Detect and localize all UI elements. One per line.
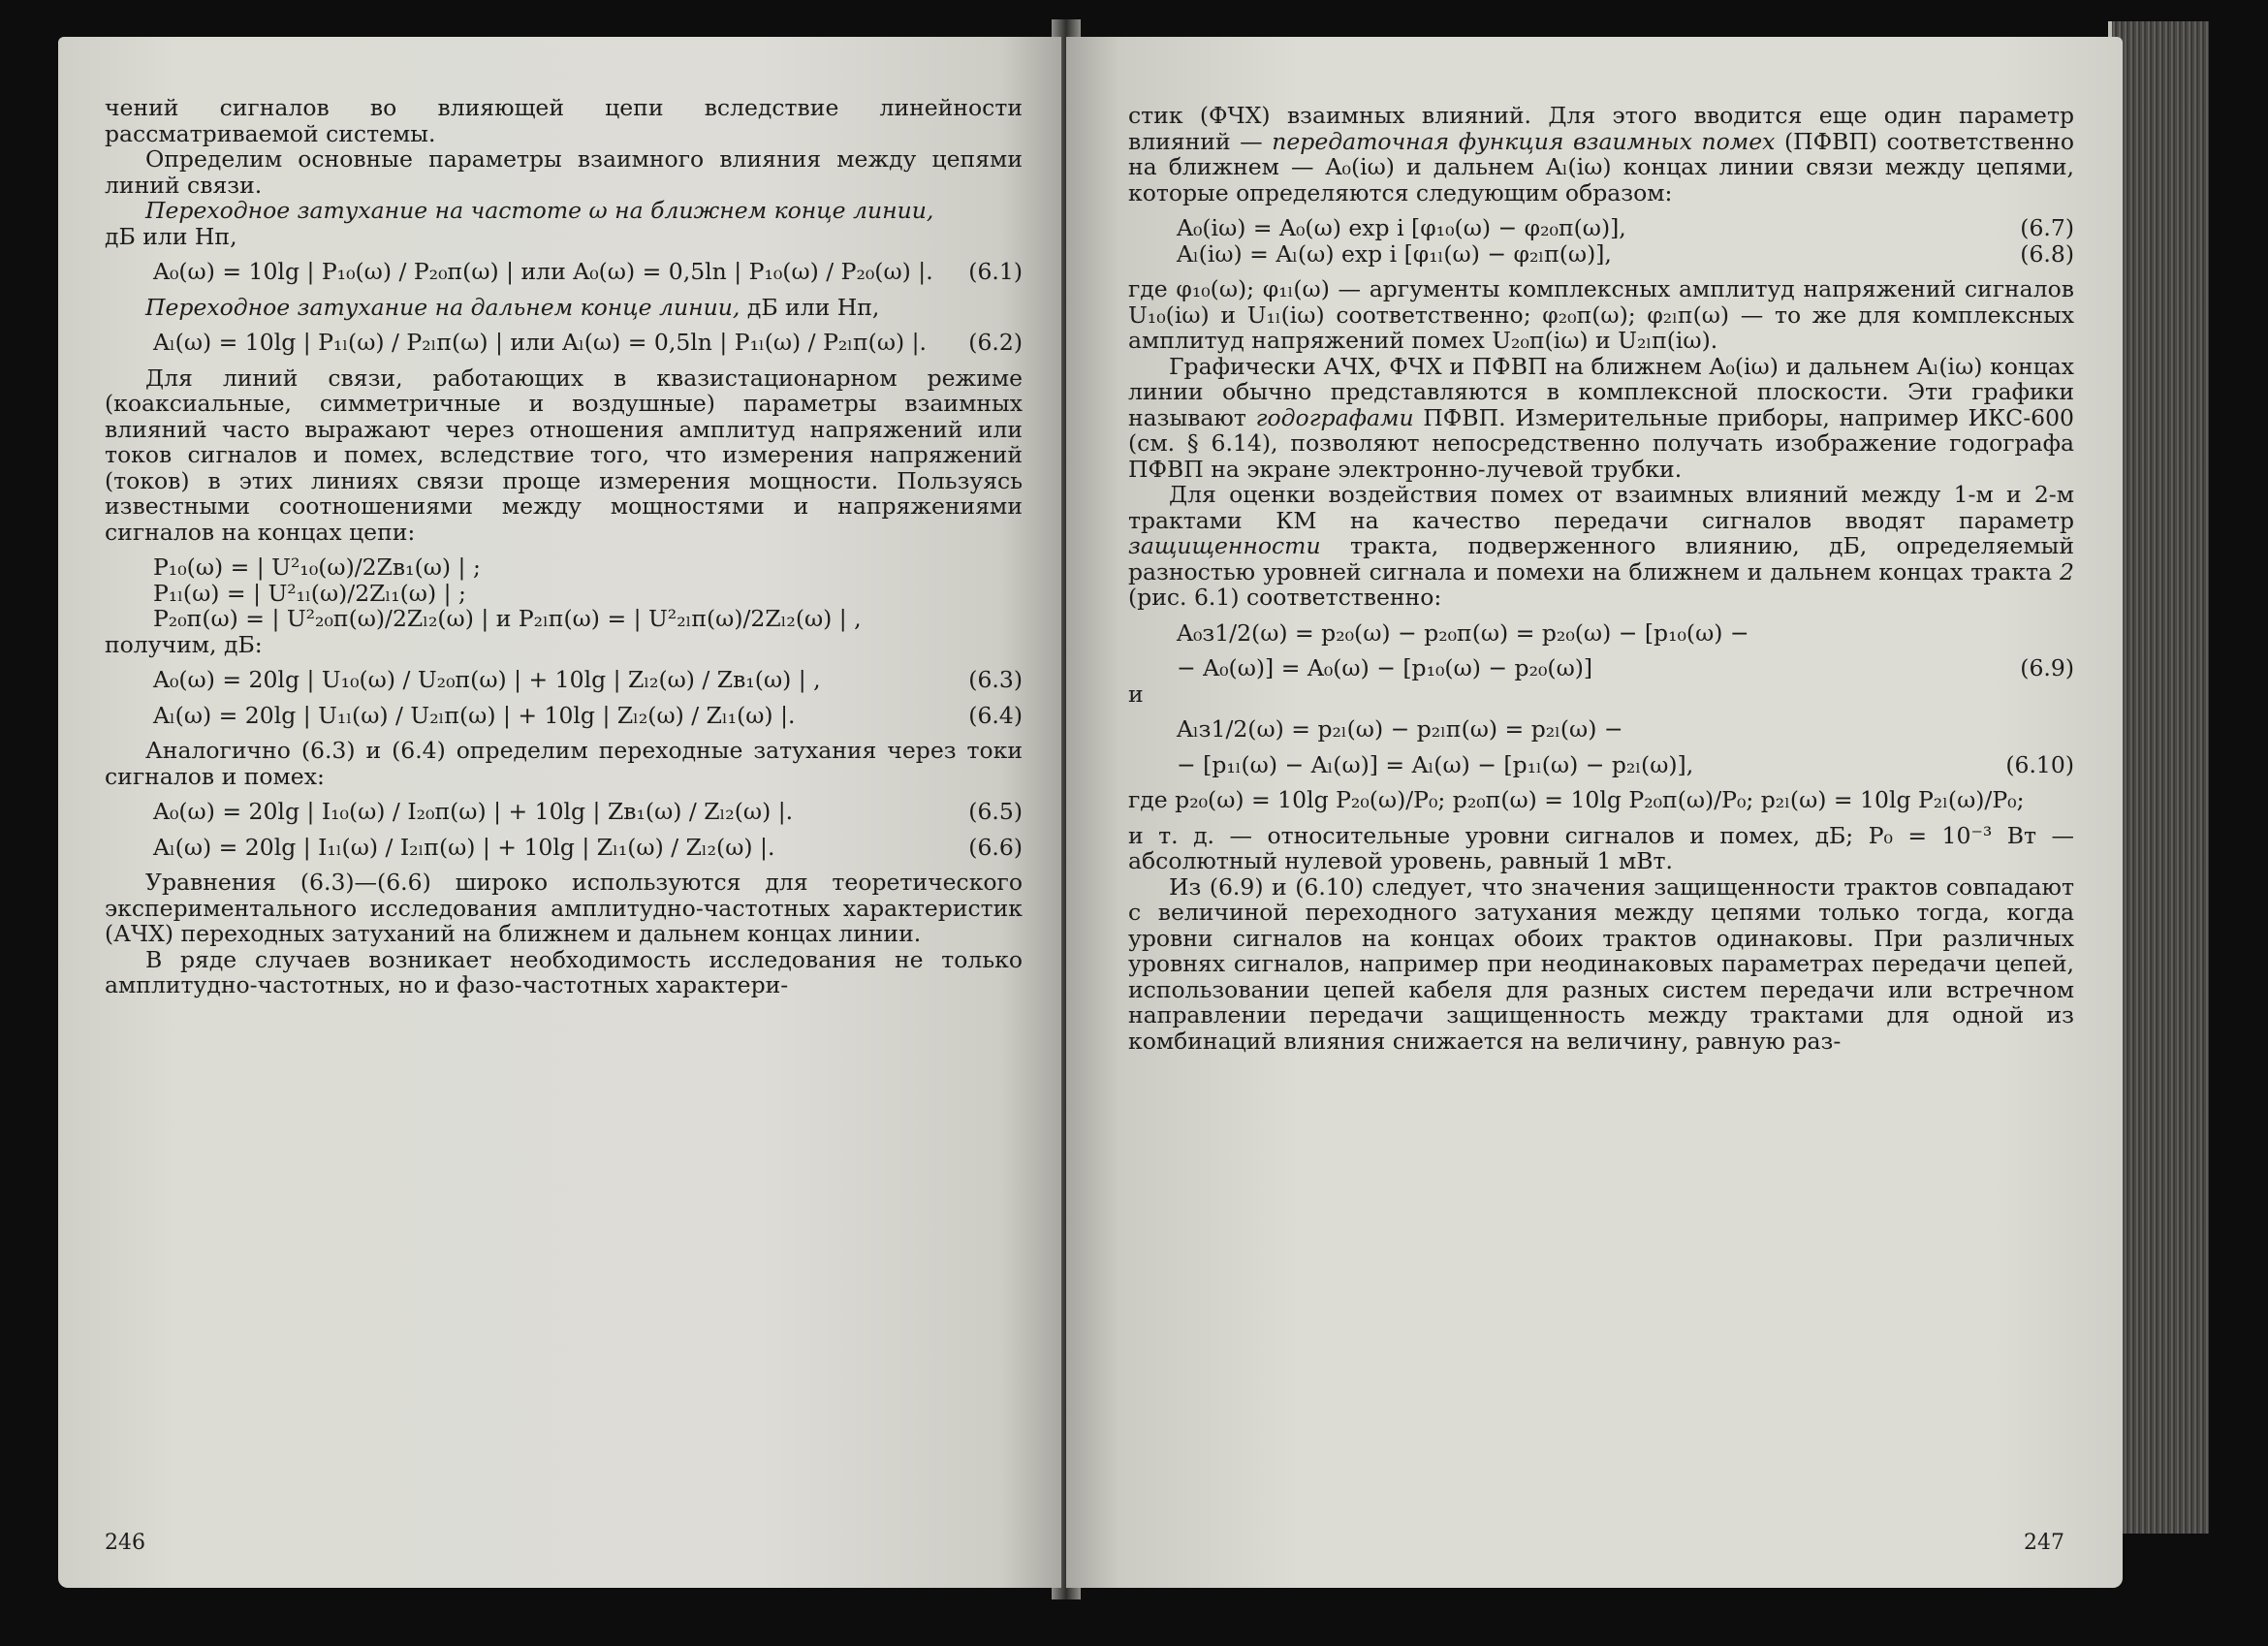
paragraph: чений сигналов во влияющей цепи вследствие линейности рассматриваемой системы. [105, 94, 1023, 147]
paragraph: Определим основные параметры взаимного влияния между цепями линий связи. [105, 145, 1023, 199]
right-page [1066, 37, 2123, 1588]
equation-6-8: Aₗ(iω) = Aₗ(ω) exp i [φ₁ₗ(ω) − φ₂ₗп(ω)], (6.8) [1177, 239, 2074, 268]
equation-p20: P₂₀п(ω) = | U²₂₀п(ω)/2Zₗ₂(ω) | и P₂ₗп(ω) = | U²₂ₗп(ω)/2Zₗ₂(ω) | , [153, 605, 862, 632]
equation-6-2: Aₗ(ω) = 10lg | P₁ₗ(ω) / P₂ₗп(ω) | или Aₗ(ω) = 0,5ln | P₁ₗ(ω) / P₂ₗп(ω) |. (6.2) [153, 329, 1023, 356]
equation-6-4: Aₗ(ω) = 20lg | U₁ₗ(ω) / U₂ₗп(ω) | + 10lg | Zₗ₂(ω) / Zₗ₁(ω) |. (6.4) [153, 701, 1023, 729]
paragraph: Переходное затухание на частоте ω на ближнем конце линии, [145, 197, 934, 224]
equation-6-1: A₀(ω) = 10lg | P₁₀(ω) / P₂₀п(ω) | или A₀(ω) = 0,5ln | P₁₀(ω) / P₂₀(ω) |. (6.1) [153, 258, 1023, 285]
paragraph: Уравнения (6.3)—(6.6) широко используются для теоретического экспериментального исследования амплитудно-частотных характеристик (АЧХ) переходных затуханий на ближнем и дальнем концах линии. [105, 869, 1023, 947]
paragraph: дБ или Нп, [105, 222, 237, 250]
paragraph: Для линий связи, работающих в квазистационарном режиме (коаксиальные, симметричные и воздушные) параметры взаимных влияний часто выражают через отношения амплитуд напряжений или токов сигналов и помех, вследствие того, что измерения напряжений (токов) в этих линиях связи проще измерения мощности. Пользуясь известными соотношениями между мощностями и напряжениями сигналов на концах цепи: [105, 364, 1023, 546]
book-page-edges [2108, 21, 2209, 1534]
equation-6-7: A₀(iω) = A₀(ω) exp i [φ₁₀(ω) − φ₂₀п(ω)], (6.7) [1177, 214, 2074, 241]
left-page-text [105, 95, 1023, 998]
page-number: 247 [2024, 1531, 2064, 1555]
equation-6-10-line-1: Aₗз1/2(ω) = p₂ₗ(ω) − p₂ₗп(ω) = p₂ₗ(ω) − [1177, 715, 1623, 743]
equation-levels: где p₂₀(ω) = 10lg P₂₀(ω)/P₀; p₂₀п(ω) = 10lg P₂₀п(ω)/P₀; p₂ₗ(ω) = 10lg P₂ₗ(ω)/P₀; [1128, 786, 2025, 813]
equation-p1l: P₁ₗ(ω) = | U²₁ₗ(ω)/2Zₗ₁(ω) | ; [153, 579, 466, 607]
left-page [58, 37, 1061, 1588]
equation-6-5: A₀(ω) = 20lg | I₁₀(ω) / I₂₀п(ω) | + 10lg | Zв₁(ω) / Zₗ₂(ω) |. (6.5) [153, 798, 1023, 825]
paragraph: где φ₁₀(ω); φ₁ₗ(ω) — аргументы комплексных амплитуд напряжений сигналов U₁₀(iω) и U₁ₗ(iω) соответственно; φ₂₀п(ω); φ₂ₗп(ω) — то же для комплексных амплитуд напряжений помех U₂₀п(iω) и U₂ₗп(iω). [1128, 275, 2074, 354]
page-number: 246 [105, 1531, 145, 1555]
paragraph: Аналогично (6.3) и (6.4) определим переходные затухания через токи сигналов и помех: [105, 737, 1023, 790]
equation-6-3: A₀(ω) = 20lg | U₁₀(ω) / U₂₀п(ω) | + 10lg | Zₗ₂(ω) / Zв₁(ω) | , (6.3) [153, 666, 1023, 693]
right-page-text [1128, 103, 2074, 1054]
paragraph: получим, дБ: [105, 630, 263, 658]
equation-p10: P₁₀(ω) = | U²₁₀(ω)/2Zв₁(ω) | ; [153, 554, 481, 581]
paragraph: стик (ФЧХ) взаимных влияний. Для этого вводится еще один параметр влияний — передаточная функция взаимных помех (ПФВП) соответственно на ближнем — A₀(iω) и дальнем Aₗ(iω) концах линии связи между цепями, которые определяются следующим образом: [1128, 102, 2074, 206]
paragraph: Графически АЧХ, ФЧХ и ПФВП на ближнем A₀(iω) и дальнем Aₗ(iω) концах линии обычно представляются в комплексной плоскости. Эти графики называют годографами ПФВП. Измерительные приборы, например ИКС-600 (см. § 6.14), позволяют непосредственно получать изображение годографа ПФВП на экране электронно-лучевой трубки. [1128, 352, 2074, 483]
paragraph: Переходное затухание на дальнем конце линии, дБ или Нп, [145, 293, 880, 321]
equation-6-9-line-1: A₀з1/2(ω) = p₂₀(ω) − p₂₀п(ω) = p₂₀(ω) − [p₁₀(ω) − [1177, 618, 1749, 647]
paragraph: Для оценки воздействия помех от взаимных влияний между 1-м и 2-м трактами КМ на качество передачи сигналов вводят параметр защищенности тракта, подверженного влиянию, дБ, определяемый разностью уровней сигнала и помехи на ближнем и дальнем концах тракта 2 (рис. 6.1) соответственно: [1128, 481, 2074, 611]
equation-6-6: Aₗ(ω) = 20lg | I₁ₗ(ω) / I₂ₗп(ω) | + 10lg | Zₗ₁(ω) / Zₗ₂(ω) |. (6.6) [153, 833, 1023, 861]
equation-6-10-line-2: − [p₁ₗ(ω) − Aₗ(ω)] = Aₗ(ω) − [p₁ₗ(ω) − p₂ₗ(ω)], (6.10) [1177, 750, 2074, 778]
conjunction: и [1128, 680, 1144, 708]
paragraph: Из (6.9) и (6.10) следует, что значения защищенности трактов совпадают с величиной переходного затухания между цепями только тогда, когда уровни сигналов на концах обоих трактов одинаковы. При различных уровнях сигналов, например при неодинаковых параметрах передачи цепей, использовании цепей кабеля для разных систем передачи или встречном направлении передачи защищенность между трактами для одной из комбинаций влияния снижается на величину, равную раз- [1128, 872, 2074, 1055]
paragraph: В ряде случаев возникает необходимость исследования не только амплитудно-частотных, но и фазо-частотных характери- [105, 945, 1023, 998]
paragraph: и т. д. — относительные уровни сигналов и помех, дБ; P₀ = 10⁻³ Вт — абсолютный нулевой уровень, равный 1 мВт. [1128, 821, 2074, 874]
equation-6-9-line-2: − A₀(ω)] = A₀(ω) − [p₁₀(ω) − p₂₀(ω)] (6.9) [1177, 654, 2074, 681]
